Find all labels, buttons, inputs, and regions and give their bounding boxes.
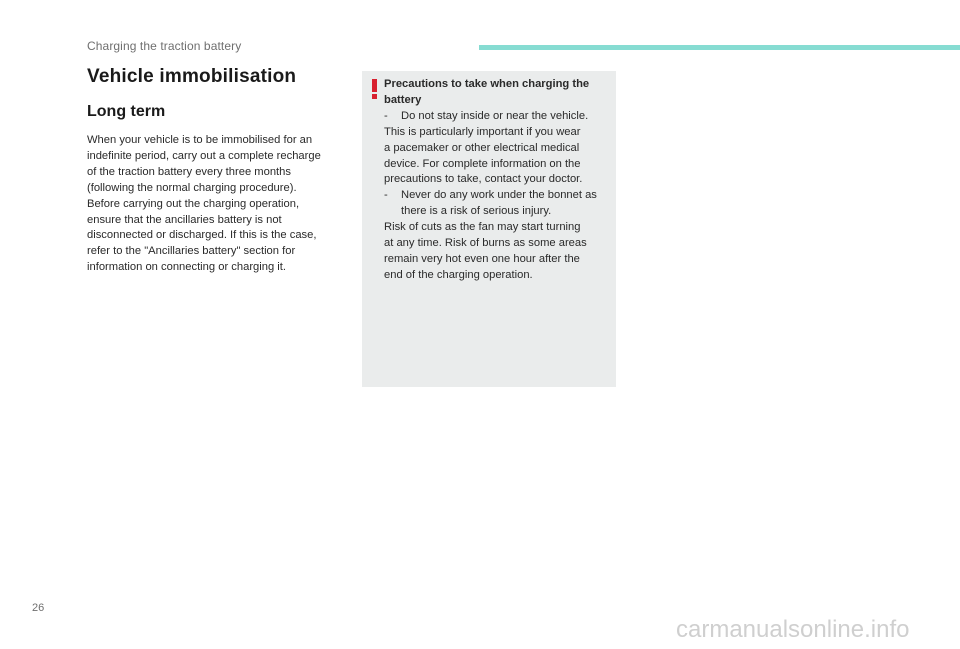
warning-content (384, 77, 616, 284)
paragraph-line: (following the normal charging procedure). (87, 181, 297, 194)
warning-bullet (384, 109, 616, 125)
bullet-dash: - (384, 109, 388, 122)
warning-bullet (384, 188, 616, 204)
warning-line: a pacemaker or other electrical medical (384, 141, 580, 154)
paragraph-line: information on connecting or charging it. (87, 261, 287, 274)
bullet-text: Never do any work under the bonnet as (401, 189, 597, 202)
exclamation-icon (372, 79, 378, 99)
bullet-dash: - (384, 189, 388, 202)
warning-line: This is particularly important if you wear (384, 125, 581, 138)
paragraph-line: Before carrying out the charging operation, (87, 197, 300, 210)
bullet-text: Do not stay inside or near the vehicle. (401, 109, 589, 122)
section-header: Charging the traction battery (87, 39, 242, 53)
paragraph-line: indefinite period, carry out a complete recharge (87, 149, 321, 162)
page-title: Vehicle immobilisation (87, 66, 297, 87)
section-subtitle: Long term (87, 103, 166, 120)
body-paragraph (87, 133, 349, 276)
bullet-continuation: there is a risk of serious injury. (401, 205, 552, 218)
warning-line: precautions to take, contact your doctor. (384, 173, 583, 186)
warning-heading-line: Precautions to take when charging the (384, 78, 590, 90)
warning-heading-line: battery (384, 93, 422, 106)
watermark: carmanualsonline.info (676, 616, 910, 643)
warning-box (362, 71, 616, 387)
paragraph-line: ensure that the ancillaries battery is not (87, 213, 282, 226)
paragraph-line: disconnected or discharged. If this is the case, (87, 229, 317, 242)
page-number: 26 (32, 602, 45, 614)
paragraph-line: When your vehicle is to be immobilised for an (87, 134, 313, 146)
warning-line: device. For complete information on the (384, 157, 581, 170)
warning-line: at any time. Risk of burns as some areas (384, 237, 587, 250)
paragraph-line: of the traction battery every three months (87, 165, 291, 178)
warning-line: Risk of cuts as the fan may start turning (384, 221, 581, 234)
header-accent-bar (479, 45, 960, 50)
warning-line: end of the charging operation. (384, 268, 533, 281)
warning-line: remain very hot even one hour after the (384, 252, 580, 265)
paragraph-line: refer to the "Ancillaries battery" section for (87, 245, 296, 258)
